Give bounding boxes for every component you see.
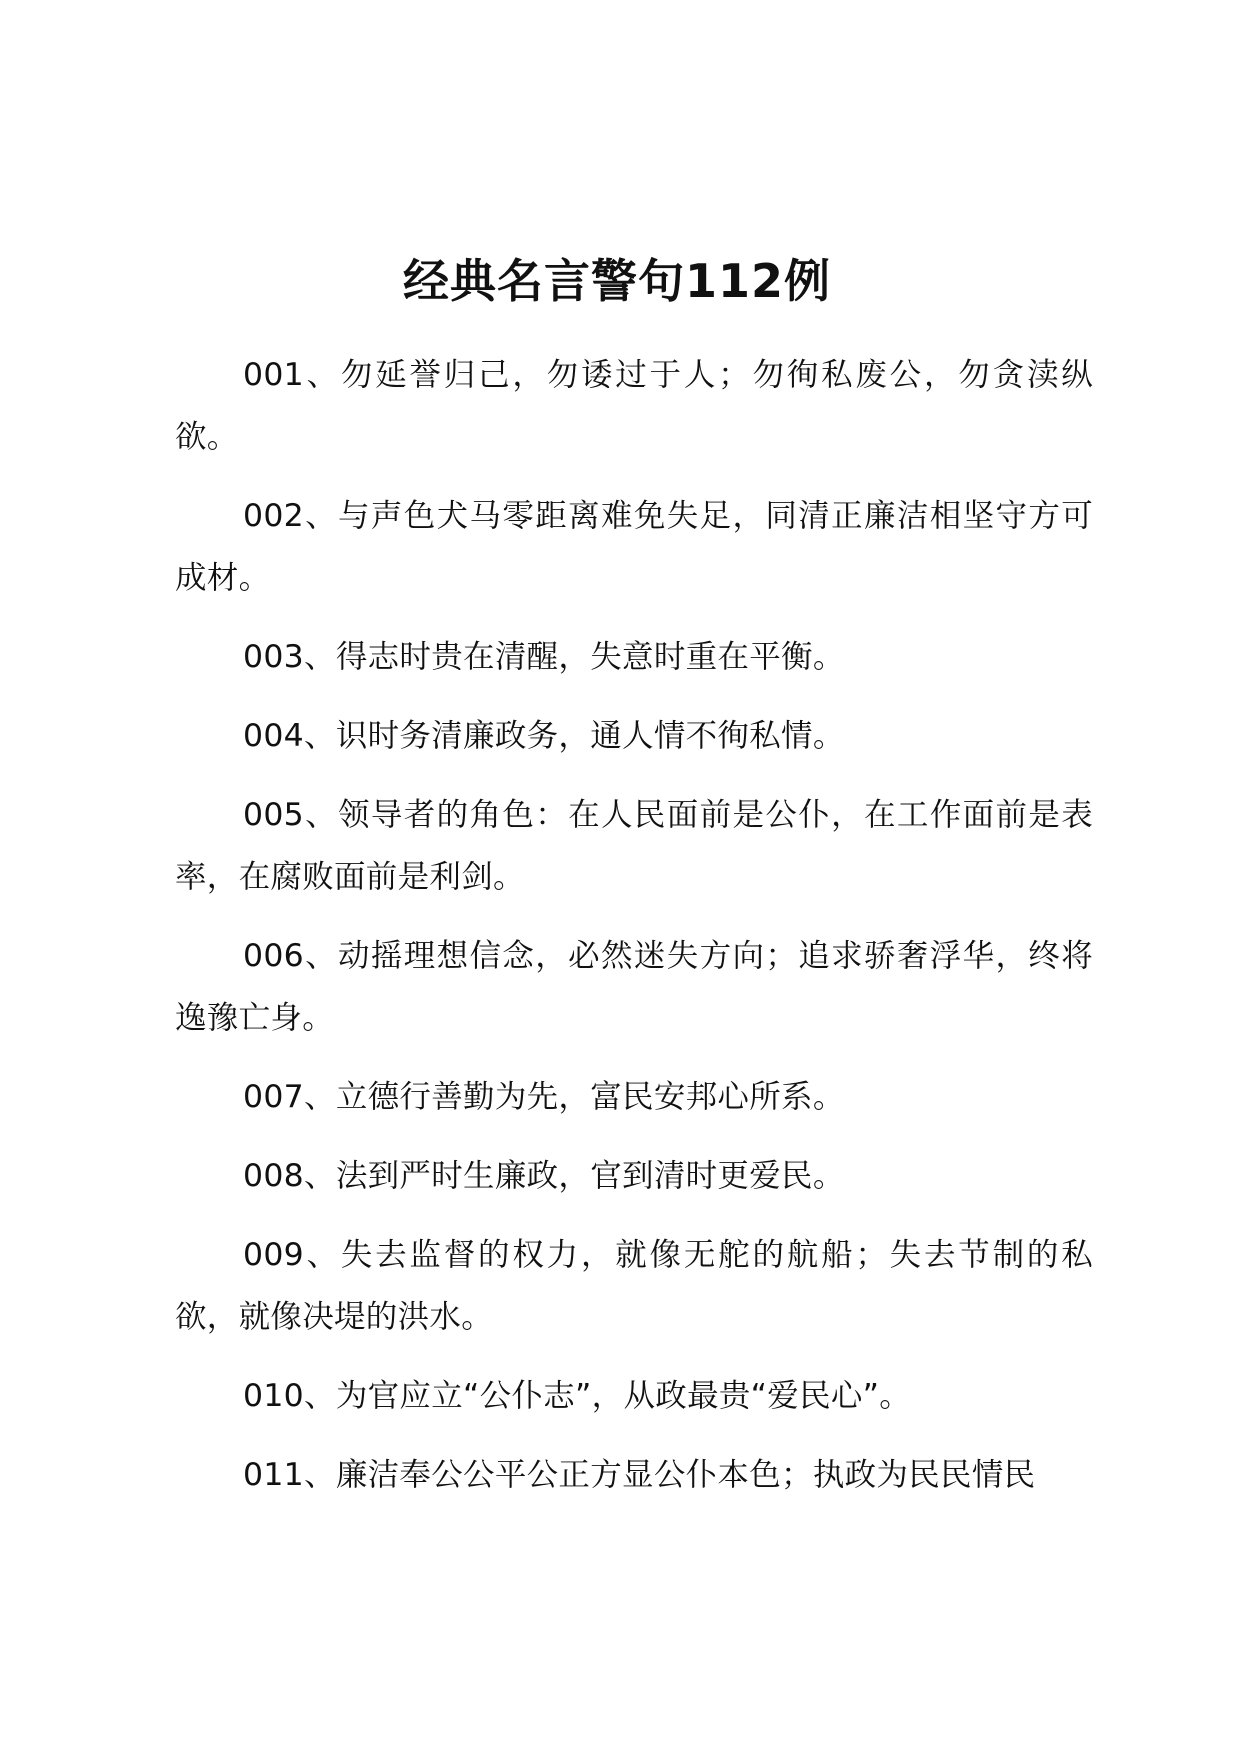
paragraph: 011、廉洁奉公公平公正方显公仆本色；执政为民民情民 xyxy=(243,1457,1036,1493)
document-title: 经典名言警句112例 xyxy=(402,254,832,308)
paragraph: 006、动摇理想信念，必然迷失方向；追求骄奢浮华，终将逸豫亡身。 xyxy=(175,938,1093,1036)
paragraph: 009、失去监督的权力，就像无舵的航船；失去节制的私欲，就像决堤的洪水。 xyxy=(175,1237,1093,1335)
paragraph: 001、勿延誉归己，勿诿过于人；勿徇私废公，勿贪渎纵欲。 xyxy=(175,357,1093,455)
paragraph: 004、识时务清廉政务，通人情不徇私情。 xyxy=(243,718,845,754)
paragraph: 007、立德行善勤为先，富民安邦心所系。 xyxy=(243,1079,845,1115)
paragraph: 003、得志时贵在清醒，失意时重在平衡。 xyxy=(243,639,845,675)
paragraph: 002、与声色犬马零距离难免失足，同清正廉洁相坚守方可成材。 xyxy=(175,498,1093,596)
paragraph: 005、领导者的角色：在人民面前是公仆，在工作面前是表率，在腐败面前是利剑。 xyxy=(175,797,1093,895)
document-body xyxy=(175,344,1093,1523)
paragraph: 008、法到严时生廉政，官到清时更爱民。 xyxy=(243,1158,845,1194)
paragraph: 010、为官应立“公仆志”，从政最贵“爱民心”。 xyxy=(243,1378,912,1414)
